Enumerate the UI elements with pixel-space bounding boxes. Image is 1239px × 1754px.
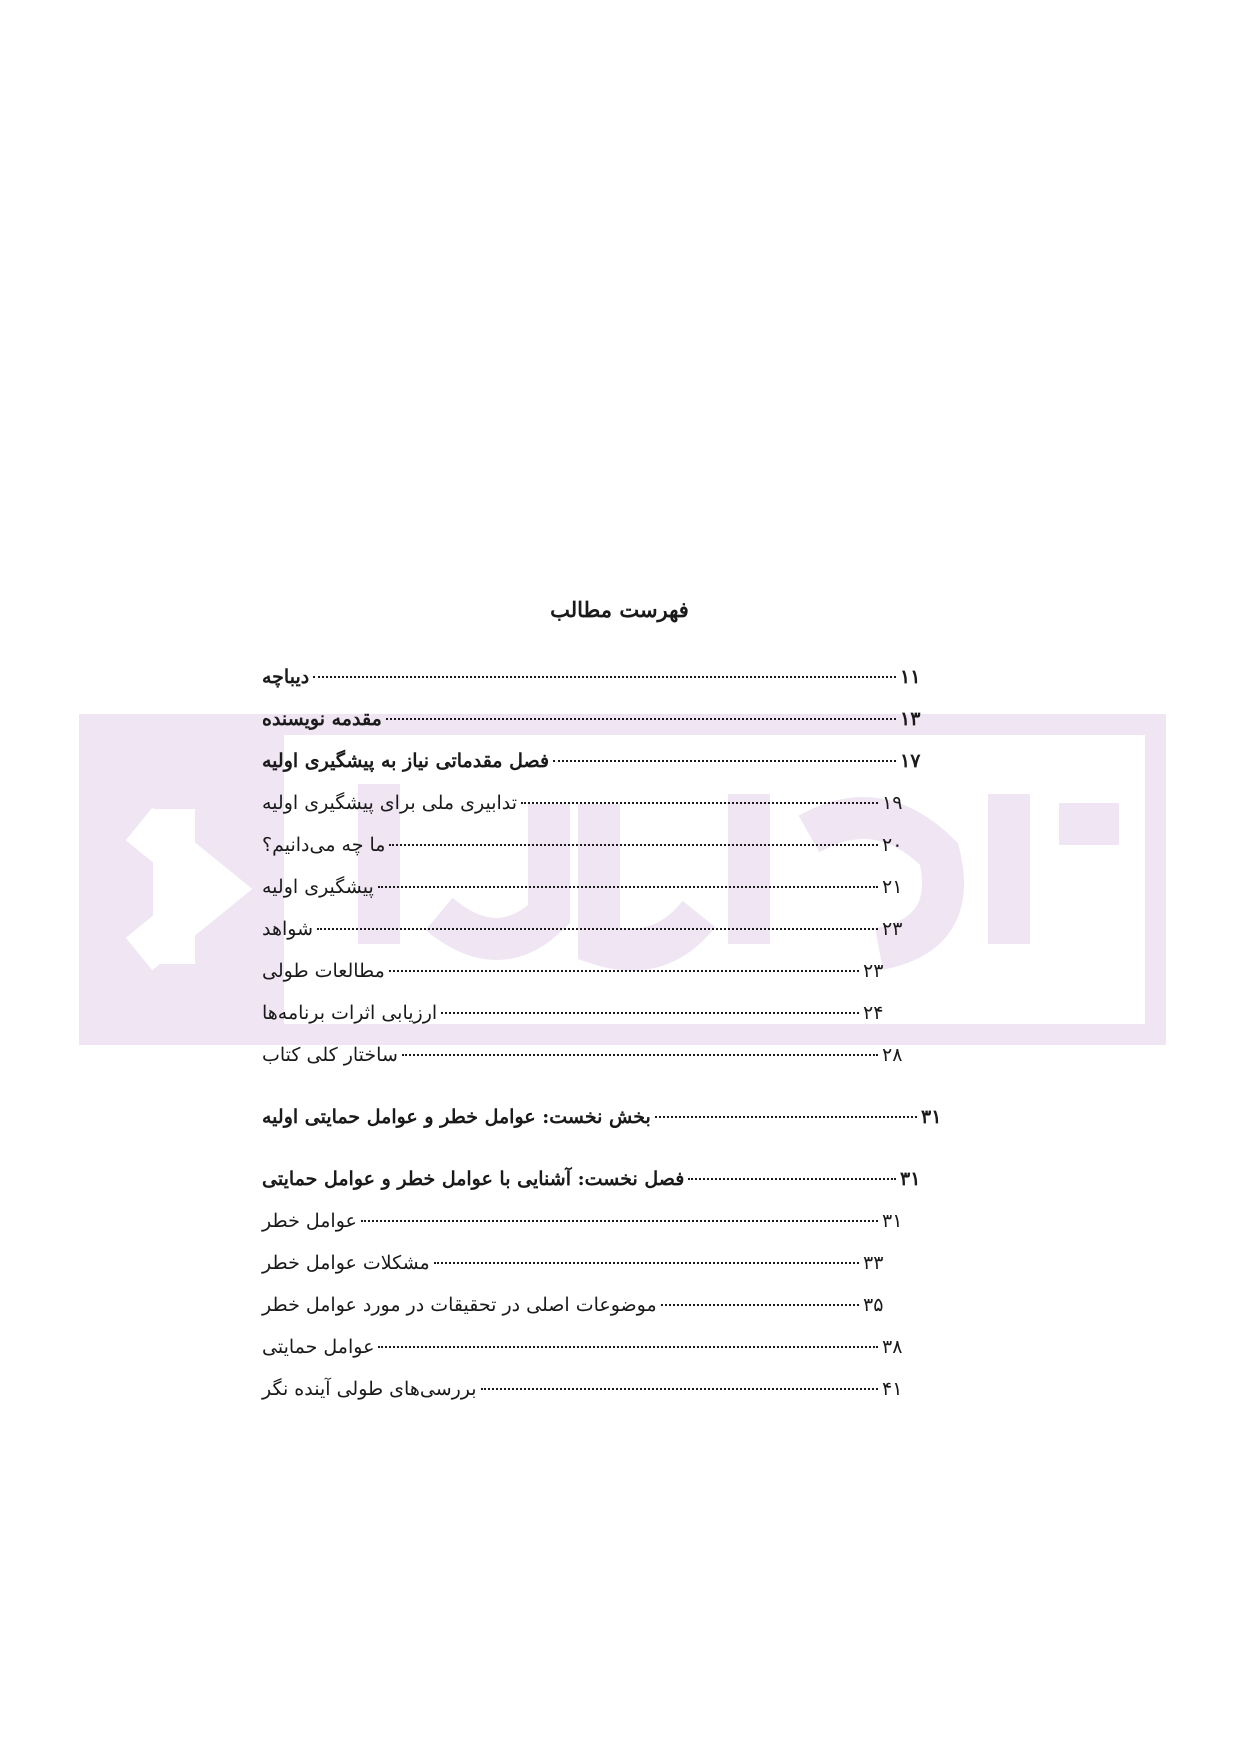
toc-entry-page-number: ۳۸	[882, 1336, 903, 1358]
toc-entry-page-number: ۱۷	[900, 750, 921, 772]
toc-entry[interactable]	[262, 1002, 893, 1030]
toc-entry-page-number: ۳۱	[921, 1106, 942, 1128]
toc-entry-label: مقدمه نویسنده	[262, 708, 382, 730]
toc-entry-label: موضوعات اصلی در تحقیقات در مورد عوامل خطر	[262, 1294, 657, 1316]
toc-entry-label: پیشگیری اولیه	[262, 876, 374, 898]
toc-leader-dots	[402, 1053, 878, 1056]
toc-entry-label: عوامل خطر	[262, 1210, 357, 1232]
toc-leader-dots	[553, 759, 896, 762]
toc-entry[interactable]	[262, 1252, 893, 1280]
toc-leader-dots	[441, 1011, 859, 1014]
toc-entry-page-number: ۳۳	[863, 1252, 884, 1274]
toc-entry-label: بررسی‌های طولی آینده نگر	[262, 1378, 477, 1400]
toc-entry[interactable]	[262, 792, 912, 820]
toc-entry-page-number: ۳۱	[882, 1210, 903, 1232]
toc-leader-dots	[661, 1303, 859, 1306]
toc-entry-page-number: ۲۳	[863, 960, 884, 982]
toc-leader-dots	[313, 675, 896, 678]
toc-entry[interactable]	[262, 876, 912, 904]
toc-entry[interactable]	[262, 1378, 912, 1406]
toc-leader-dots	[481, 1387, 878, 1390]
toc-entry[interactable]	[262, 750, 930, 778]
toc-leader-dots	[688, 1177, 896, 1180]
toc-entry-label: مطالعات طولی	[262, 960, 385, 982]
toc-entry[interactable]	[262, 708, 930, 736]
toc-entry-page-number: ۲۸	[882, 1044, 903, 1066]
toc-entry-label: بخش نخست: عوامل خطر و عوامل حمایتی اولیه	[262, 1106, 651, 1128]
toc-entry-page-number: ۱۱	[900, 666, 921, 688]
toc-leader-dots	[389, 969, 859, 972]
toc-entry-label: شواهد	[262, 918, 314, 940]
toc-leader-dots	[378, 885, 878, 888]
toc-entry-label: دیباچه	[262, 666, 310, 688]
toc-entry-label: ما چه می‌دانیم؟	[262, 834, 386, 856]
toc-entry[interactable]	[262, 834, 912, 862]
toc-entry-page-number: ۳۵	[863, 1294, 884, 1316]
toc-entry[interactable]	[262, 1294, 893, 1322]
toc-entry[interactable]	[262, 1210, 912, 1238]
toc-entry-label: عوامل حمایتی	[262, 1336, 375, 1358]
toc-entry-page-number: ۲۴	[863, 1002, 884, 1024]
toc-leader-dots	[434, 1261, 859, 1264]
toc-leader-dots	[521, 801, 878, 804]
toc-leader-dots	[317, 927, 878, 930]
toc-entry-label: ارزیابی اثرات برنامه‌ها	[262, 1002, 438, 1024]
toc-entry-page-number: ۱۳	[900, 708, 921, 730]
toc-entry-label: ساختار کلی کتاب	[262, 1044, 398, 1066]
toc-entry[interactable]	[262, 1336, 912, 1364]
toc-entry[interactable]	[262, 666, 930, 694]
toc-entry-label: فصل مقدماتی نیاز به پیشگیری اولیه	[262, 750, 550, 772]
toc-leader-dots	[361, 1219, 878, 1222]
toc-leader-dots	[655, 1115, 917, 1118]
toc-title: فهرست مطالب	[550, 597, 689, 622]
toc-entry-page-number: ۲۱	[882, 876, 903, 898]
toc-entry-page-number: ۳۱	[900, 1168, 921, 1190]
toc-entry-page-number: ۴۱	[882, 1378, 903, 1400]
toc-leader-dots	[378, 1345, 878, 1348]
toc-entry-label: تدابیری ملی برای پیشگیری اولیه	[262, 792, 518, 814]
toc-leader-dots	[389, 843, 878, 846]
toc-entry-page-number: ۲۳	[882, 918, 903, 940]
toc-entry[interactable]	[262, 1168, 930, 1196]
toc-leader-dots	[386, 717, 896, 720]
toc-entry-page-number: ۱۹	[882, 792, 903, 814]
toc-entry[interactable]	[262, 1044, 912, 1072]
toc-entry[interactable]	[262, 1106, 951, 1134]
toc-entry-label: فصل نخست: آشنایی با عوامل خطر و عوامل حمایتی	[262, 1168, 685, 1190]
toc-entry-page-number: ۲۰	[882, 834, 903, 856]
toc-entry-label: مشکلات عوامل خطر	[262, 1252, 430, 1274]
toc-entry[interactable]	[262, 960, 893, 988]
toc-entry[interactable]	[262, 918, 912, 946]
